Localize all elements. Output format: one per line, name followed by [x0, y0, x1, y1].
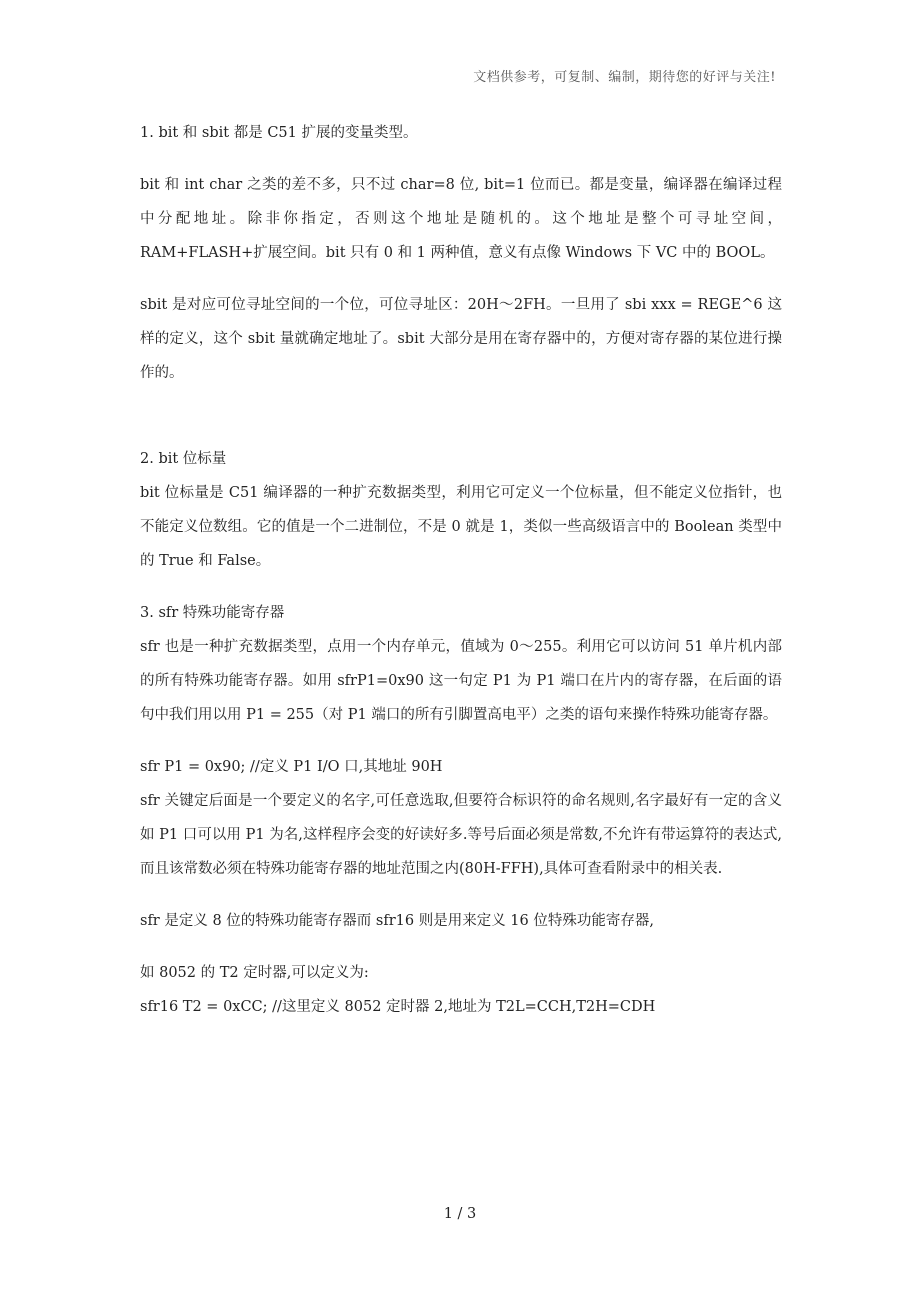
- sfr-code-example: sfr P1 = 0x90; //定义 P1 I/O 口,其地址 90H: [140, 759, 443, 775]
- sfr16-description-paragraph: sfr 是定义 8 位的特殊功能寄存器而 sfr16 则是用来定义 16 位特殊功能寄存器,: [140, 913, 654, 929]
- document-body: [140, 116, 782, 1024]
- bit-description-paragraph: bit 和 int char 之类的差不多，只不过 char=8 位, bit=1 位而已。都是变量，编译器在编译过程中分配地址。除非你指定，否则这个地址是随机的。这个地址是整个可寻址空间，RAM+FLASH+扩展空间。bit 只有 0 和 1 两种值，意义有点像 Windows 下 VC 中的 BOOL。: [140, 177, 782, 261]
- header-note: 文档供参考，可复制、编制，期待您的好评与关注!: [473, 70, 776, 85]
- section-3-heading: 3. sfr 特殊功能寄存器: [140, 605, 285, 621]
- bit-scalar-paragraph: bit 位标量是 C51 编译器的一种扩充数据类型，利用它可定义一个位标量，但不能定义位指针，也不能定义位数组。它的值是一个二进制位，不是 0 就是 1，类似一些高级语言中的 Boolean 类型中的 True 和 False。: [140, 485, 782, 569]
- sfr-naming-rules-paragraph: sfr 关键定后面是一个要定义的名字,可任意选取,但要符合标识符的命名规则,名字最好有一定的含义如 P1 口可以用 P1 为名,这样程序会变的好读好多.等号后面必须是常数,不允许有带运算符的表达式,而且该常数必须在特殊功能寄存器的地址范围之内(80H-FFH),具体可查看附录中的相关表.: [140, 793, 782, 877]
- sfr-description-paragraph: sfr 也是一种扩充数据类型，点用一个内存单元，值域为 0～255。利用它可以访问 51 单片机内部的所有特殊功能寄存器。如用 sfrP1=0x90 这一句定 P1 为 P1 端口在片内的寄存器，在后面的语句中我们用以用 P1 = 255（对 P1 端口的所有引脚置高电平）之类的语句来操作特殊功能寄存器。: [140, 639, 782, 723]
- sfr16-code-example: sfr16 T2 = 0xCC; //这里定义 8052 定时器 2,地址为 T2L=CCH,T2H=CDH: [140, 999, 656, 1015]
- section-1-heading: 1. bit 和 sbit 都是 C51 扩展的变量类型。: [140, 125, 418, 141]
- sbit-description-paragraph: sbit 是对应可位寻址空间的一个位，可位寻址区：20H～2FH。一旦用了 sbi xxx = REGE^6 这样的定义，这个 sbit 量就确定地址了。sbit 大部分是用在寄存器中的，方便对寄存器的某位进行操作的。: [140, 297, 782, 381]
- page-number: 1 / 3: [443, 1206, 477, 1222]
- t2-timer-intro: 如 8052 的 T2 定时器,可以定义为:: [140, 965, 369, 981]
- section-2-heading: 2. bit 位标量: [140, 451, 227, 467]
